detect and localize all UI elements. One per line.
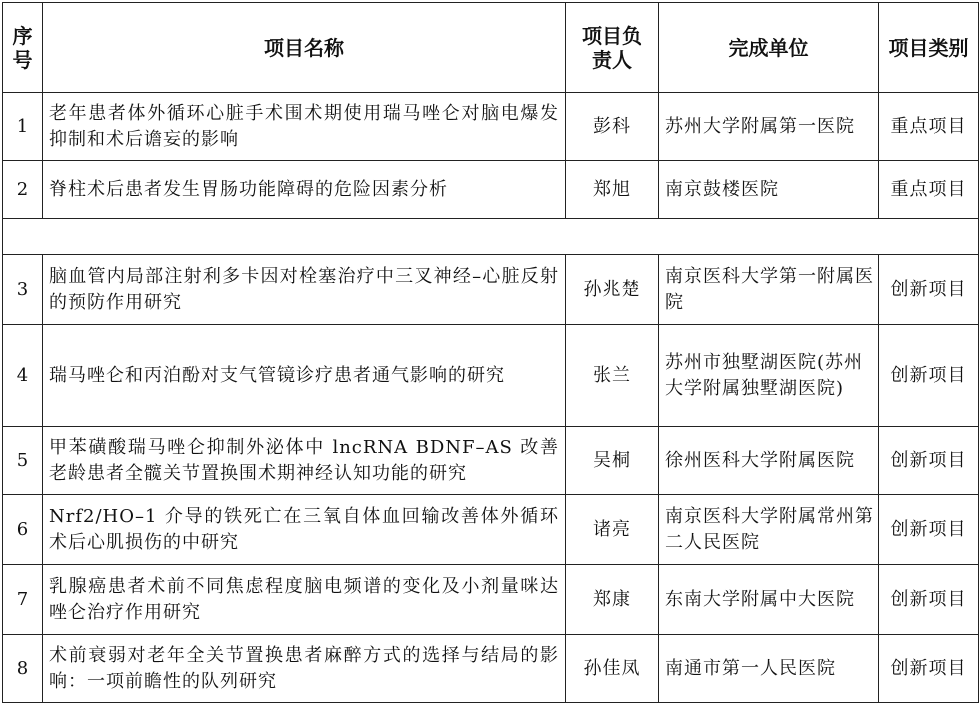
- project-type: 创新项目: [879, 427, 979, 495]
- row-index: 5: [3, 427, 43, 495]
- completion-unit: 苏州市独墅湖医院(苏州大学附属独墅湖医院): [659, 325, 879, 427]
- completion-unit: 南通市第一人民医院: [659, 635, 879, 703]
- project-leader: 孙兆楚: [566, 255, 659, 325]
- project-leader: 彭科: [566, 93, 659, 161]
- project-name: 脑血管内局部注射利多卡因对栓塞治疗中三叉神经–心脏反射的预防作用研究: [43, 255, 566, 325]
- row-index: 7: [3, 565, 43, 635]
- project-name: 乳腺癌患者术前不同焦虑程度脑电频谱的变化及小剂量咪达唑仑治疗作用研究: [43, 565, 566, 635]
- completion-unit: 苏州大学附属第一医院: [659, 93, 879, 161]
- completion-unit: 东南大学附属中大医院: [659, 565, 879, 635]
- project-name: 术前衰弱对老年全关节置换患者麻醉方式的选择与结局的影响：一项前瞻性的队列研究: [43, 635, 566, 703]
- completion-unit: 南京医科大学附属常州第二人民医院: [659, 495, 879, 565]
- project-leader: 孙佳凤: [566, 635, 659, 703]
- empty-row: [3, 219, 979, 255]
- project-leader: 张兰: [566, 325, 659, 427]
- project-leader: 吴桐: [566, 427, 659, 495]
- project-leader: 诸亮: [566, 495, 659, 565]
- table-row: [3, 565, 979, 635]
- project-leader: 郑旭: [566, 161, 659, 219]
- project-name: 瑞马唑仑和丙泊酚对支气管镜诊疗患者通气影响的研究: [43, 325, 566, 427]
- header-index: 序号: [3, 3, 43, 93]
- project-type: 创新项目: [879, 495, 979, 565]
- table-row: [3, 635, 979, 703]
- project-table: [2, 2, 979, 703]
- project-type: 创新项目: [879, 635, 979, 703]
- table-row: [3, 427, 979, 495]
- header-row: [3, 3, 979, 93]
- table-row: [3, 161, 979, 219]
- empty-cell: [3, 219, 979, 255]
- row-index: 3: [3, 255, 43, 325]
- completion-unit: 徐州医科大学附属医院: [659, 427, 879, 495]
- project-type: 创新项目: [879, 255, 979, 325]
- row-index: 2: [3, 161, 43, 219]
- completion-unit: 南京鼓楼医院: [659, 161, 879, 219]
- row-index: 4: [3, 325, 43, 427]
- row-index: 6: [3, 495, 43, 565]
- header-type: 项目类别: [879, 3, 979, 93]
- project-name: 老年患者体外循环心脏手术围术期使用瑞马唑仑对脑电爆发抑制和术后谵妄的影响: [43, 93, 566, 161]
- table-row: [3, 495, 979, 565]
- project-type: 重点项目: [879, 161, 979, 219]
- row-index: 1: [3, 93, 43, 161]
- table-row: [3, 255, 979, 325]
- header-unit: 完成单位: [659, 3, 879, 93]
- project-name: 脊柱术后患者发生胃肠功能障碍的危险因素分析: [43, 161, 566, 219]
- project-type: 创新项目: [879, 325, 979, 427]
- project-name: Nrf2/HO–1 介导的铁死亡在三氧自体血回输改善体外循环术后心肌损伤的中研究: [43, 495, 566, 565]
- header-leader: 项目负责人: [566, 3, 659, 93]
- project-leader: 郑康: [566, 565, 659, 635]
- table-row: [3, 325, 979, 427]
- table-row: [3, 93, 979, 161]
- project-type: 创新项目: [879, 565, 979, 635]
- project-type: 重点项目: [879, 93, 979, 161]
- header-name: 项目名称: [43, 3, 566, 93]
- completion-unit: 南京医科大学第一附属医院: [659, 255, 879, 325]
- project-name: 甲苯磺酸瑞马唑仑抑制外泌体中 lncRNA BDNF–AS 改善老龄患者全髋关节置换围术期神经认知功能的研究: [43, 427, 566, 495]
- row-index: 8: [3, 635, 43, 703]
